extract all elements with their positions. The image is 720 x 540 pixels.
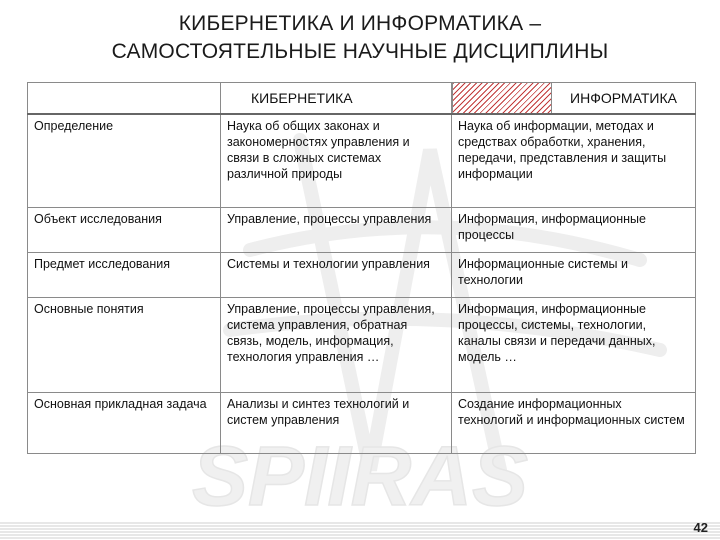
table-row	[28, 252, 696, 297]
informatics-cell: Информация, информационные процессы	[452, 207, 696, 252]
cybernetics-cell: Управление, процессы управления	[221, 207, 452, 252]
informatics-cell: Наука об информации, методах и средствах обработки, хранения, передачи, представления и защиты информации	[452, 114, 696, 207]
header-informatics-label: ИНФОРМАТИКА	[570, 90, 677, 106]
informatics-cell: Создание информационных технологий и информационных систем	[452, 392, 696, 453]
table-header-row	[28, 83, 696, 115]
header-informatics	[452, 83, 696, 115]
header-cybernetics	[221, 83, 452, 115]
row-label: Определение	[28, 114, 221, 207]
row-label: Основная прикладная задача	[28, 392, 221, 453]
title-line-1: КИБЕРНЕТИКА И ИНФОРМАТИКА –	[178, 12, 542, 35]
row-label: Предмет исследования	[28, 252, 221, 297]
hatched-divider	[452, 83, 552, 113]
row-label: Объект исследования	[28, 207, 221, 252]
header-empty-cell	[28, 83, 221, 115]
cybernetics-cell: Управление, процессы управления, система управления, обратная связь, модель, информация, технология управления …	[221, 297, 452, 392]
watermark-text: SPIIRAS	[191, 429, 529, 523]
cybernetics-cell: Системы и технологии управления	[221, 252, 452, 297]
title-line-2: САМОСТОЯТЕЛЬНЫЕ НАУЧНЫЕ ДИСЦИПЛИНЫ	[111, 40, 609, 63]
cybernetics-cell: Наука об общих законах и закономерностях управления и связи в сложных системах различной природы	[221, 114, 452, 207]
table-row	[28, 297, 696, 392]
row-label: Основные понятия	[28, 297, 221, 392]
informatics-cell: Информационные системы и технологии	[452, 252, 696, 297]
header-cybernetics-label: КИБЕРНЕТИКА	[251, 90, 353, 106]
comparison-table	[27, 82, 696, 454]
footer-stripes	[0, 520, 720, 540]
slide-title	[0, 10, 720, 66]
informatics-cell: Информация, информационные процессы, системы, технологии, каналы связи и передачи данных, модель …	[452, 297, 696, 392]
cybernetics-cell: Анализы и синтез технологий и систем управления	[221, 392, 452, 453]
table-row	[28, 392, 696, 453]
table-row	[28, 207, 696, 252]
page-number: 42	[693, 520, 708, 535]
table-row	[28, 114, 696, 207]
